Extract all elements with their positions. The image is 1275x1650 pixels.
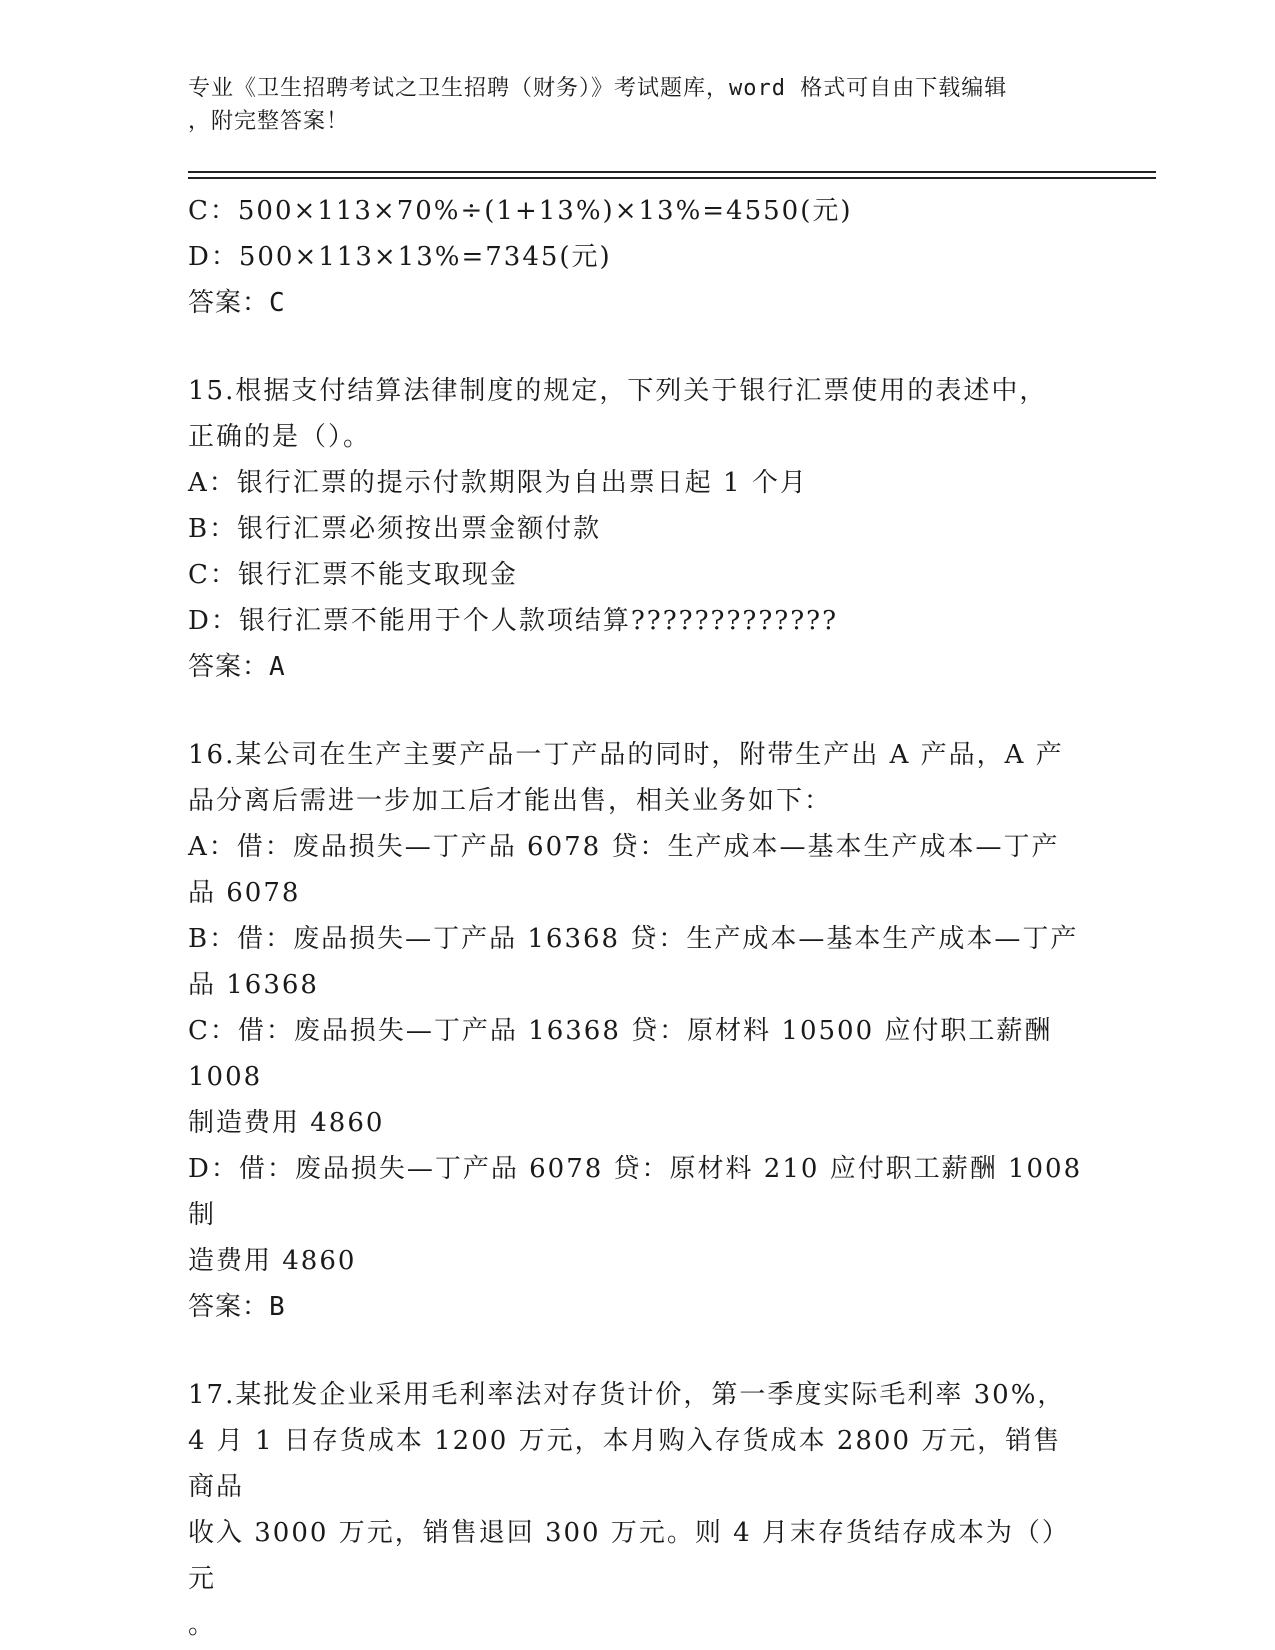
prev-question-tail bbox=[188, 188, 1088, 326]
answer: 答案：B bbox=[188, 1292, 286, 1322]
option-b: 品 16368 bbox=[188, 970, 319, 1000]
header-divider-top bbox=[188, 171, 1156, 173]
option-d: D：500×113×13%=7345(元) bbox=[188, 242, 612, 272]
question-17 bbox=[188, 1372, 1088, 1648]
question-stem: 17.某批发企业采用毛利率法对存货计价，第一季度实际毛利率 30%， bbox=[188, 1380, 1066, 1410]
question-stem: 16.某公司在生产主要产品一丁产品的同时，附带生产出 A 产品，A 产 bbox=[188, 740, 1064, 770]
question-stem: 品分离后需进一步加工后才能出售，相关业务如下： bbox=[188, 786, 833, 816]
option-d: D：借：废品损失—丁产品 6078 贷：原材料 210 应付职工薪酬 1008 制 bbox=[188, 1154, 1093, 1230]
document-header bbox=[188, 72, 1068, 138]
question-16 bbox=[188, 732, 1093, 1330]
option-c: C：银行汇票不能支取现金 bbox=[188, 560, 518, 590]
answer: 答案：C bbox=[188, 288, 286, 318]
document-body bbox=[188, 188, 1093, 1648]
option-a: A：借：废品损失—丁产品 6078 贷：生产成本—基本生产成本—丁产 bbox=[188, 832, 1060, 862]
question-15 bbox=[188, 368, 1088, 690]
option-d: 造费用 4860 bbox=[188, 1246, 357, 1276]
option-c: 制造费用 4860 bbox=[188, 1108, 385, 1138]
header-line-2: ，附完整答案！ bbox=[188, 109, 350, 134]
question-stem: 15.根据支付结算法律制度的规定，下列关于银行汇票使用的表述中， bbox=[188, 376, 1048, 406]
question-stem: 。 bbox=[188, 1610, 217, 1640]
question-stem: 正确的是（）。 bbox=[188, 422, 372, 452]
header-line-1: 专业《卫生招聘考试之卫生招聘（财务）》考试题库，word 格式可自由下载编辑 bbox=[188, 76, 1008, 101]
option-c: C：500×113×70%÷(1+13%)×13%=4550(元) bbox=[188, 196, 853, 226]
option-a: 品 6078 bbox=[188, 878, 301, 908]
option-b: B：借：废品损失—丁产品 16368 贷：生产成本—基本生产成本—丁产 bbox=[188, 924, 1079, 954]
option-a: A：银行汇票的提示付款期限为自出票日起 1 个月 bbox=[188, 468, 808, 498]
header-divider-bottom bbox=[188, 177, 1156, 179]
answer: 答案：A bbox=[188, 652, 286, 682]
option-b: B：银行汇票必须按出票金额付款 bbox=[188, 514, 602, 544]
question-stem: 收入 3000 万元，销售退回 300 万元。则 4 月末存货结存成本为（）元 bbox=[188, 1518, 1070, 1594]
question-stem: 4 月 1 日存货成本 1200 万元，本月购入存货成本 2800 万元，销售商品 bbox=[188, 1426, 1062, 1502]
option-d: D：银行汇票不能用于个人款项结算????????????? bbox=[188, 606, 839, 636]
option-c: C：借：废品损失—丁产品 16368 贷：原材料 10500 应付职工薪酬 1008 bbox=[188, 1016, 1063, 1092]
